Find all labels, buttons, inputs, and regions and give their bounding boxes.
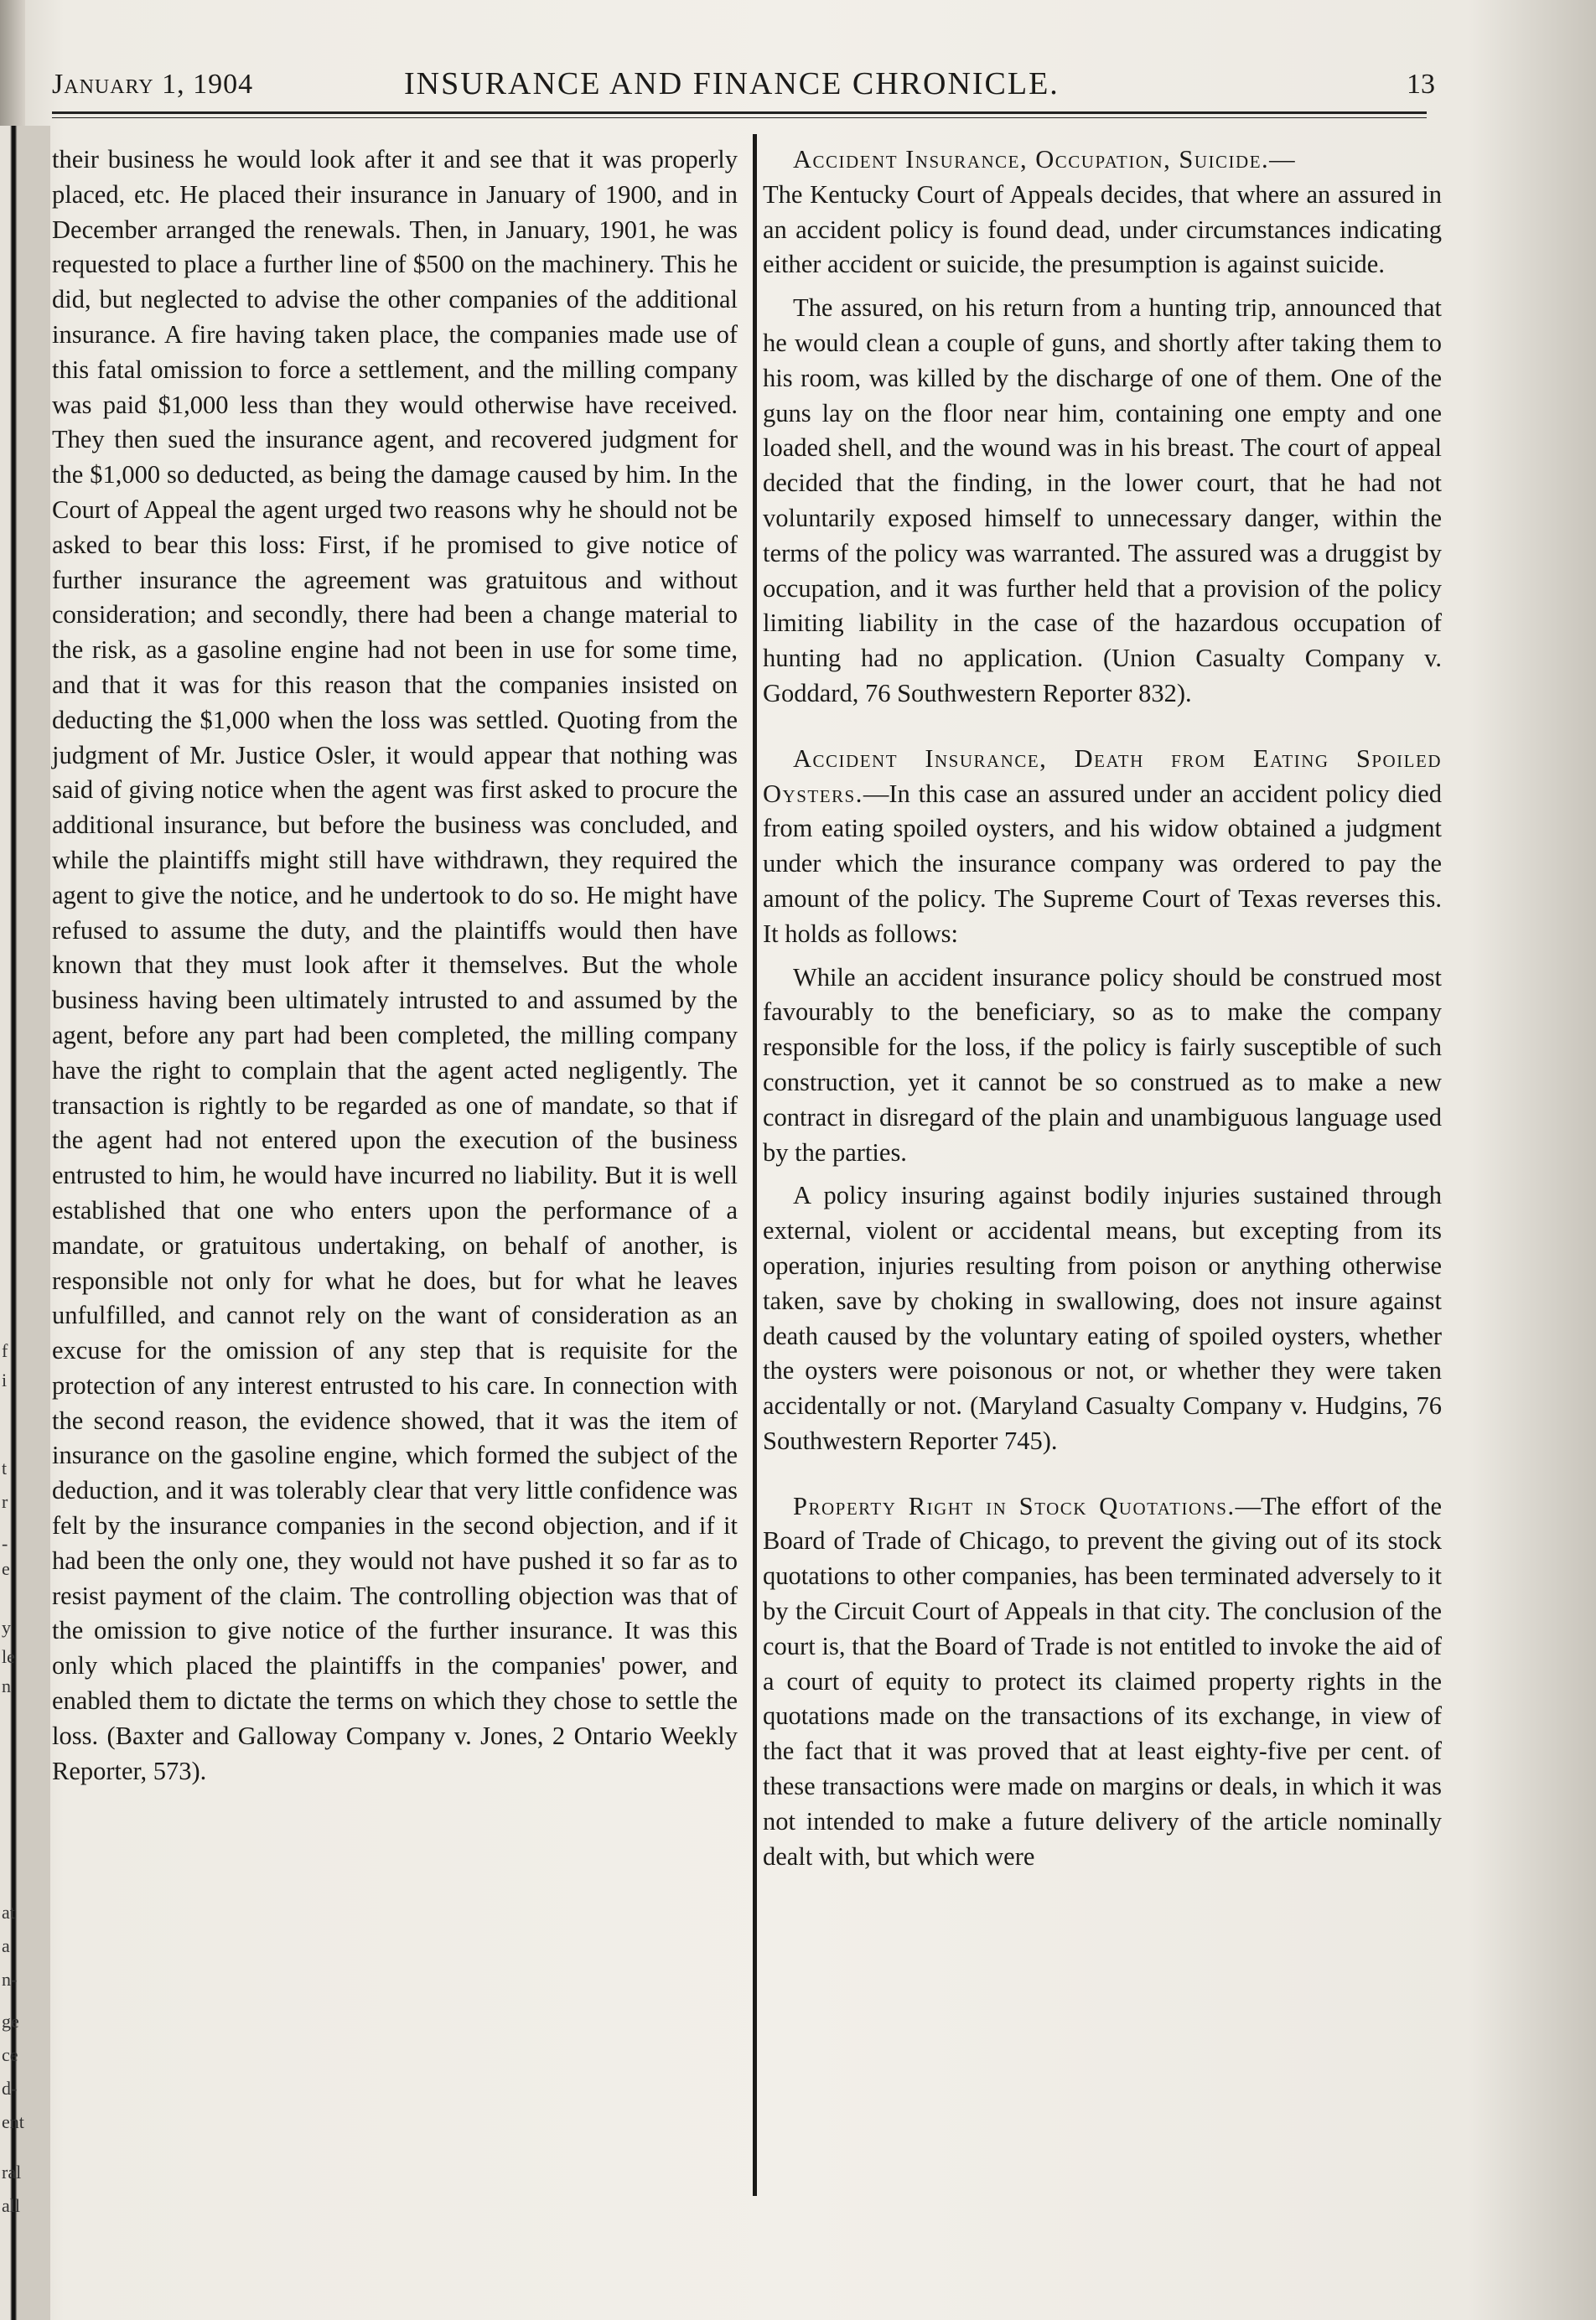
margin-fragment: all — [2, 2195, 20, 2216]
right-column — [763, 142, 1442, 1874]
article-accident-suicide: Accident Insurance, Occupation, Suicide.— — [793, 145, 1295, 173]
margin-fragment: y — [2, 1617, 11, 1638]
article-paragraph: While an accident insurance policy should be construed most favourably to the beneficiary, so as to make the company responsible for the loss, if the policy is fairly susceptible of such construction, yet it cannot be so construed as to make a new contract in disregard of the plain and unambiguous language used by the parties. — [763, 962, 1442, 1167]
article-paragraph: A policy insuring against bodily injuries sustained through external, violent or accidental means, but excepting from its operation, injuries resulting from poison or anything otherwise taken, save by choking in swallowing, does not insure against death caused by the voluntary eating of spoiled oysters, whether the oysters were poisonous or not, or whether they were taken accidentally or not. (Maryland Casualty Company v. Hudgins, 76 Southwestern Reporter 745). — [763, 1181, 1442, 1455]
article-paragraph: The Kentucky Court of Appeals decides, that where an assured in an accident policy is found dead, under circumstances indicating either accident or suicide, the presumption is against suicide. — [763, 179, 1442, 279]
margin-fragment: r — [2, 1491, 8, 1512]
article-spoiled-oysters: Accident Insurance, Death from Eating Spoiled Oysters.—In this case an assured under an accident policy died from eating spoiled oysters, and his widow obtained a judgment under which the insurance company was ordered to pay the amount of the policy. The Supreme Court of Texas reverses this. It holds as follows: — [763, 743, 1442, 948]
header-rule-thin — [52, 117, 1427, 118]
header-title: INSURANCE AND FINANCE CHRONICLE. — [404, 66, 1060, 101]
header-page-number: 13 — [1407, 69, 1435, 100]
article-heading: Accident Insurance, Occupation, Suicide. — [793, 145, 1270, 173]
margin-fragment: t — [2, 1458, 8, 1478]
article-paragraph: The assured, on his return from a hunting trip, announced that he would clean a couple of guns, and shortly after taking them to his room, was killed by the discharge of one of them. One of the guns lay on the floor near him, containing one empty and one loaded shell, and the wound was in his breast. The court of appeal decided that the finding, in the lower court, that he had not voluntarily exposed himself to unnecessary danger, within the terms of the policy was warranted. The assured was a druggist by occupation, and it was further held that a provision of the policy limiting liability in the case of the hazardous occupation of hunting had no application. (Union Casualty Company v. Goddard, 76 Southwestern Reporter 832). — [763, 293, 1442, 707]
margin-fragment: ce — [2, 2044, 18, 2065]
left-paragraph: their business he would look after it and see that it was properly placed, etc. He placed their insurance in January of 1900, and in December arranged the renewals. Then, in January, 1901, he was requested to place a further line of $500 on the machinery. This he did, but neglected to advise the other companies of the additional insurance. A fire having taken place, the companies made use of this fatal omission to force a settlement, and the milling company was paid $1,000 less than they would otherwise have received. They then sued the insurance agent, and recovered judgment for the $1,000 so deducted, as being the damage caused by him. In the Court of Appeal the agent urged two reasons why he should not be asked to bear this loss: First, if he promised to give notice of further insurance the agreement was gratuitous and without consideration; and secondly, there had been a change material to the risk, as a gasoline engine had not been in use for some time, and that it was for this reason that the companies insisted on deducting the $1,000 when the loss was settled. Quoting from the judgment of Mr. Justice Osler, it would appear that nothing was said of giving notice when the agent was first asked to procure the additional insurance, but before the business was concluded, and while the plaintiffs might still have withdrawn, they required the agent to give the notice, and he undertook to do so. He might have refused to assume the duty, and the plaintiffs would then have known that they must look after it themselves. But the whole business having been ultimately intrusted to and assumed by the agent, before any part had been completed, the milling company have the right to complain that the agent acted negligently. The transaction is rightly to be regarded as one of mandate, so that if the agent had not entered upon the execution of the business entrusted to him, he would have incurred no liability. But it is well established that one who enters upon the performance of a mandate, or gratuitous undertaking, on behalf of another, is responsible not only for what he does, but for what he leaves unfulfilled, and cannot rely on the want of consideration as an excuse for the omission of any step that is requisite for the protection of any interest entrusted to his care. In connection with the second reason, the evidence showed, that it was the item of insurance on the gasoline engine, which formed the subject of the deduction, and it was tolerably clear that very little confidence was felt by the insurance companies in the second objection, and if it had been the only one, they would not have pushed it so far as to resist payment of the claim. The controlling objection was that of the omission to give notice of the further insurance. It was this only which placed the plaintiffs in the companies' power, and enabled them to dictate the terms on which they chose to settle the loss. (Baxter and Galloway Company v. Jones, 2 Ontario Weekly Reporter, 573). — [52, 145, 738, 1785]
margin-fragment: e — [2, 1558, 10, 1579]
margin-fragment: a — [2, 1935, 10, 1956]
header-date: January 1, 1904 — [52, 69, 254, 100]
article-heading: Property Right in Stock Quotations. — [793, 1491, 1236, 1520]
margin-fragment: ent — [2, 2111, 24, 2132]
article-heading: Accident Insurance, Death from Eating Spoiled Oysters. — [763, 743, 1442, 808]
margin-fragment: d- — [2, 2078, 18, 2099]
margin-fragment: - — [2, 1533, 8, 1554]
left-column — [52, 142, 738, 1789]
article-paragraph: The effort of the Board of Trade of Chicago, to prevent the giving out of its stock quotations to other companies, has been terminated adversely to it by the Circuit Court of Appeals in that city. The conclusion of the court is, that the Board of Trade is not entitled to invoke the aid of a court of equity to protect its claimed property rights in the quotations made on the transactions of its exchange, in view of the fact that it was proved that at least eighty-five per cent. of these transactions were made on margins or deals, in which it was not intended to make a future delivery of the article nominally dealt with, but which were — [763, 1491, 1442, 1871]
article-paragraph: In this case an assured under an accident policy died from eating spoiled oysters, and his widow obtained a judgment under which the insurance company was ordered to pay the amount of the policy. The Supreme Court of Texas reverses this. It holds as follows: — [763, 779, 1442, 948]
margin-fragment: i — [2, 1370, 8, 1390]
article-stock-quotations: Property Right in Stock Quotations.—The effort of the Board of Trade of Chicago, to prevent the giving out of its stock quotations to other companies, has been terminated adversely to it by the Circuit Court of Appeals in that city. The conclusion of the court is, that the Board of Trade is not entitled to invoke the aid of a court of equity to protect its claimed property rights in the quotations made on the transactions of its exchange, in view of the fact that it was proved that at least eighty-five per cent. of these transactions were made on margins or deals, in which it was not intended to make a future delivery of the article nominally dealt with, but which were — [763, 1491, 1442, 1871]
header-rule-thick — [52, 111, 1427, 114]
margin-fragment: le — [2, 1646, 15, 1667]
column-divider — [753, 134, 757, 2196]
margin-fragment: ge — [2, 2011, 19, 2032]
margin-fragment: f — [2, 1340, 8, 1361]
margin-fragment: ral — [2, 2162, 22, 2183]
margin-fragment: at — [2, 1902, 15, 1923]
margin-fragment: n- — [2, 1969, 18, 1990]
page-header — [52, 65, 1435, 107]
margin-fragment: n — [2, 1675, 11, 1696]
